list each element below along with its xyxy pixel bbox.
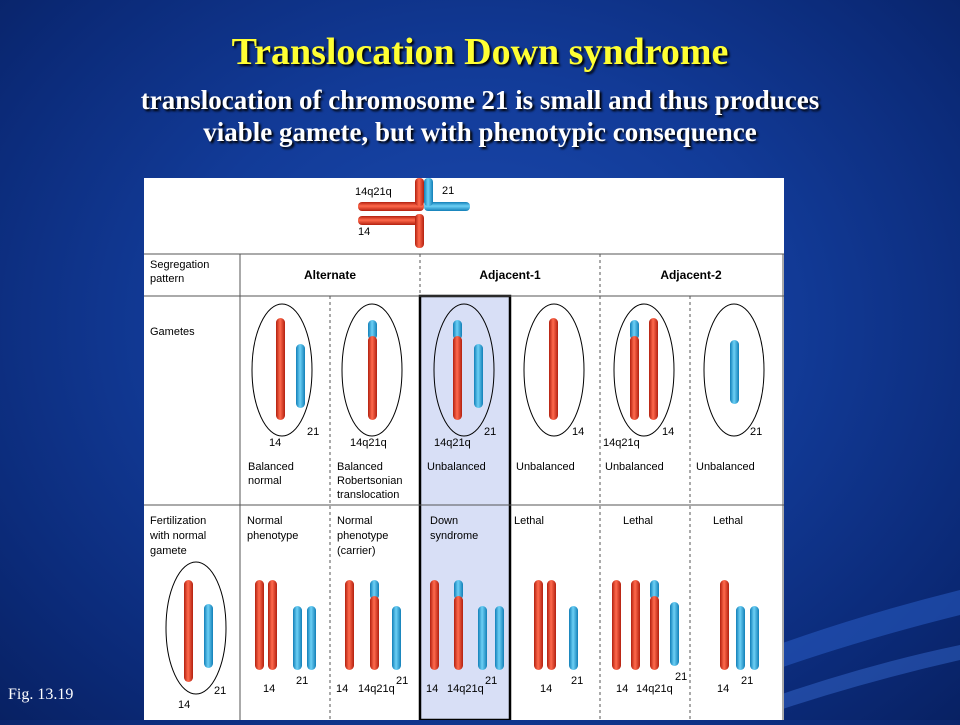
outcome-2-result-3: (carrier) — [337, 545, 376, 557]
outcome-4-result-1: Lethal — [514, 515, 544, 527]
slide-title: Translocation Down syndrome — [231, 31, 729, 73]
header-gametes: Gametes — [150, 326, 195, 338]
header-segregation-line2: pattern — [150, 273, 185, 285]
outcome-2-result-1: Normal — [337, 515, 373, 527]
gamete-2-status-2: Robertsonian — [337, 475, 403, 487]
gamete-6-status-1: Unbalanced — [696, 461, 755, 473]
outcome-3-result-1: Down — [430, 515, 459, 527]
outcome-1 — [247, 515, 316, 695]
outcome-4 — [514, 515, 583, 695]
gamete-3-label-2: 21 — [484, 426, 497, 438]
outcome-2-label-1: 14 — [336, 683, 349, 695]
label-14q21q-top: 14q21q — [355, 186, 392, 198]
gamete-4-label-1: 14 — [572, 426, 585, 438]
outcome-1-result-1: Normal — [247, 515, 283, 527]
outcome-2-label-3: 21 — [396, 675, 409, 687]
header-fert-line3: gamete — [150, 545, 187, 557]
gamete-1-label-2: 21 — [307, 426, 320, 438]
label-21-top: 21 — [442, 185, 455, 197]
outcome-6 — [713, 515, 759, 695]
normal-gamete — [166, 562, 226, 711]
chromosome-14q21q-red — [368, 336, 377, 420]
outcome-3-result-2: syndrome — [430, 530, 479, 542]
gamete-4 — [516, 304, 584, 473]
gamete-1-status-2: normal — [248, 475, 282, 487]
outcome-1-result-2: phenotype — [247, 530, 299, 542]
chromosome-14 — [276, 318, 285, 420]
outcome-2 — [336, 515, 408, 695]
header-fert-line1: Fertilization — [150, 515, 207, 527]
outcome-5-label-1: 14 — [616, 683, 629, 695]
gamete-3-label-1: 14q21q — [434, 437, 471, 449]
gamete-2 — [337, 304, 402, 501]
outcome-3-label-1: 14 — [426, 683, 439, 695]
outcome-3-label-3: 21 — [485, 675, 498, 687]
gamete-1-label-1: 14 — [269, 437, 282, 449]
gamete-5-label-1: 14q21q — [603, 437, 640, 449]
label-14-top: 14 — [358, 226, 371, 238]
outcome-3-label-2: 14q21q — [447, 683, 484, 695]
gamete-6-label-1: 21 — [750, 426, 763, 438]
outcome-1-label-2: 21 — [296, 675, 309, 687]
outcome-1-label-1: 14 — [263, 683, 276, 695]
gamete-5-label-2: 14 — [662, 426, 675, 438]
gamete-5 — [603, 304, 674, 473]
gamete-3-status-1: Unbalanced — [427, 461, 486, 473]
slide-subtitle — [40, 84, 920, 148]
outcome-6-label-1: 14 — [717, 683, 730, 695]
gamete-1-status-1: Balanced — [248, 461, 294, 473]
gamete-4-status-1: Unbalanced — [516, 461, 575, 473]
translocation-cross-diagram — [355, 178, 470, 248]
gamete-6 — [696, 304, 764, 473]
subtitle-line-2: viable gamete, but with phenotypic consequence — [203, 117, 757, 147]
translocation-figure — [144, 178, 784, 720]
outcome-6-label-2: 21 — [741, 675, 754, 687]
outcome-5 — [612, 515, 687, 695]
pattern-adjacent-1: Adjacent-1 — [479, 268, 541, 282]
outcome-2-label-2: 14q21q — [358, 683, 395, 695]
header-segregation-line1: Segregation — [150, 259, 210, 271]
outcome-2-result-2: phenotype — [337, 530, 389, 542]
gamete-2-status-1: Balanced — [337, 461, 383, 473]
outcome-4-label-2: 21 — [571, 675, 584, 687]
subtitle-line-1: translocation of chromosome 21 is small and thus produces — [140, 85, 820, 115]
outcome-6-result-1: Lethal — [713, 515, 743, 527]
outcome-5-result-1: Lethal — [623, 515, 653, 527]
normal-gamete-label-1: 14 — [178, 699, 191, 711]
normal-gamete-label-2: 21 — [214, 685, 227, 697]
outcome-4-label-1: 14 — [540, 683, 553, 695]
header-fert-line2: with normal — [150, 530, 207, 542]
gamete-2-label-1: 14q21q — [350, 437, 387, 449]
figure-caption: Fig. 13.19 — [8, 686, 74, 703]
pattern-alternate: Alternate — [303, 268, 357, 282]
gamete-5-status-1: Unbalanced — [605, 461, 664, 473]
chromosome-21 — [296, 344, 305, 408]
outcome-5-label-2: 14q21q — [636, 683, 673, 695]
pattern-adjacent-2: Adjacent-2 — [660, 268, 722, 282]
outcome-5-label-3: 21 — [675, 671, 688, 683]
gamete-2-status-3: translocation — [337, 489, 400, 501]
gamete-1 — [248, 304, 319, 487]
